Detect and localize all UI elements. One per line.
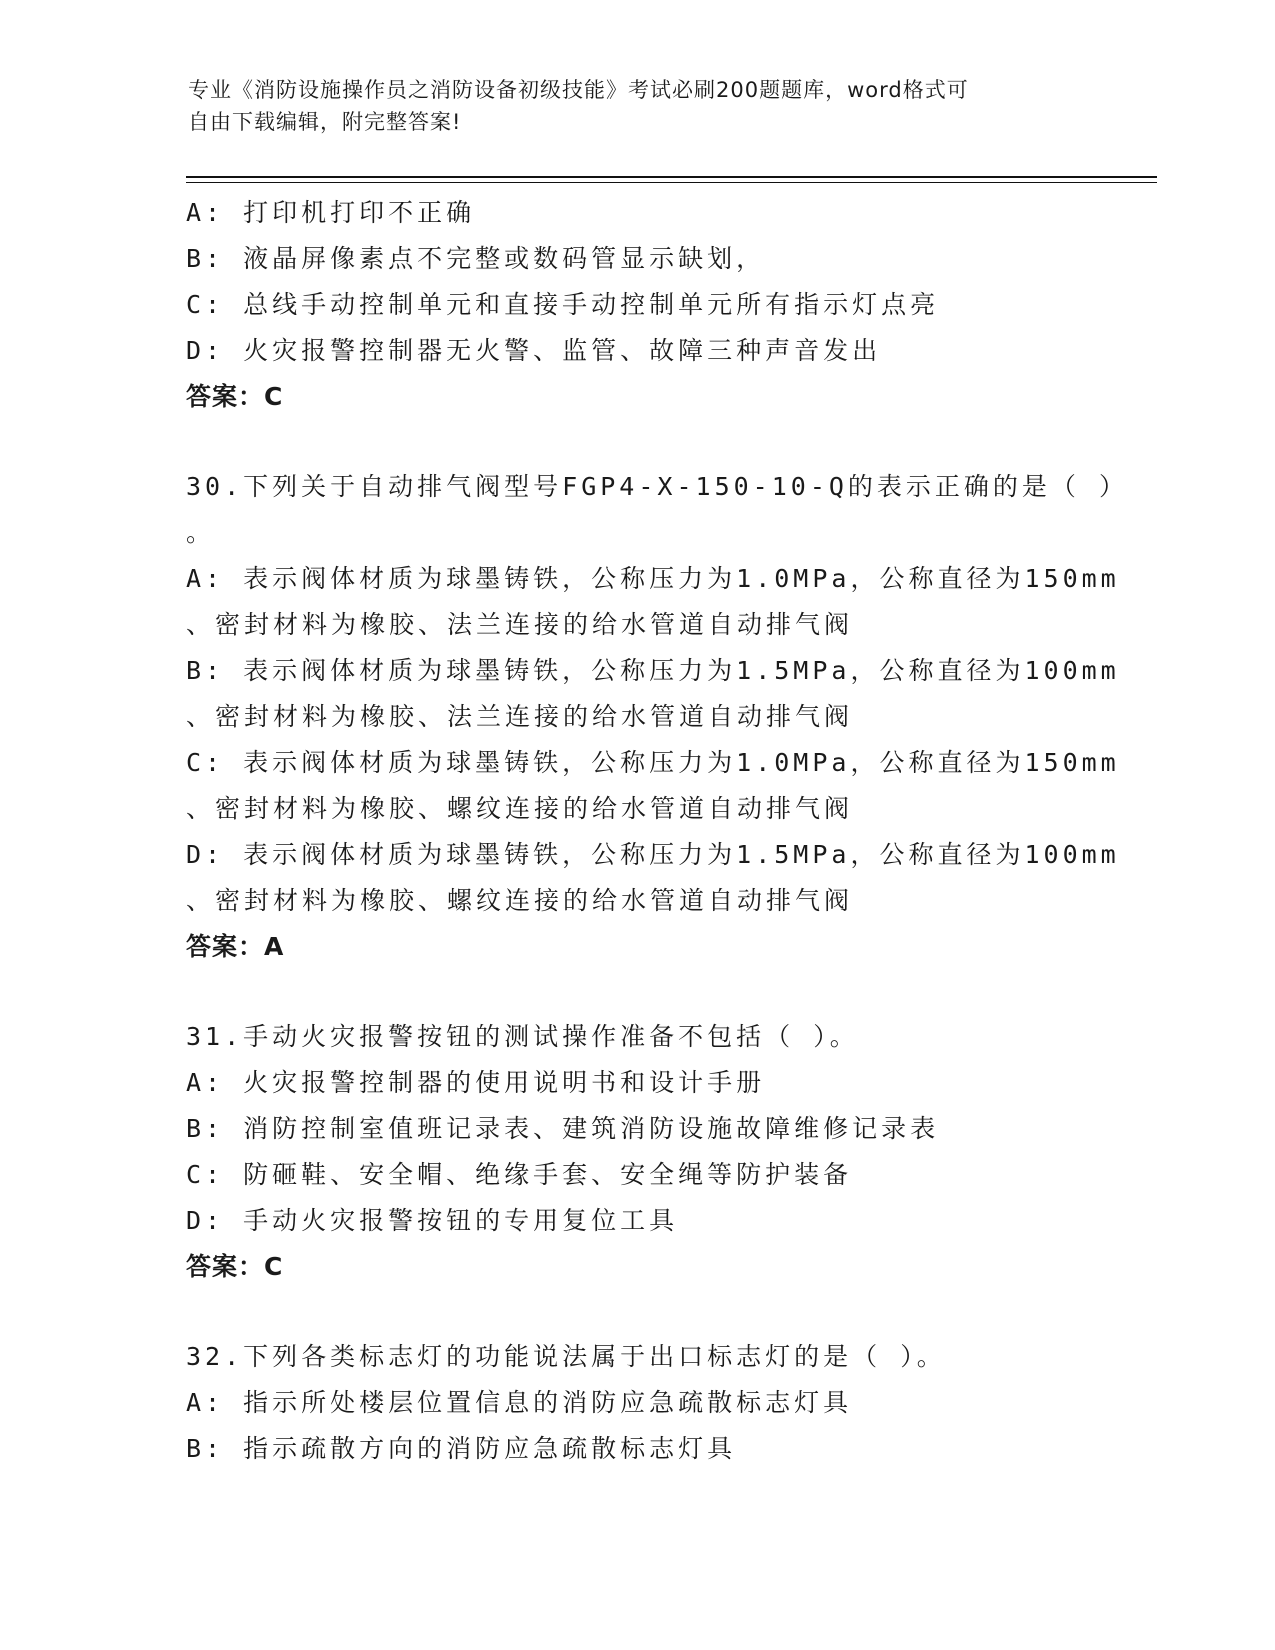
option-d: D: 表示阀体材质为球墨铸铁，公称压力为1.5MPa，公称直径为100mm: [186, 840, 1120, 869]
question-stem-continued: 。: [186, 518, 216, 547]
option-a: A: 指示所处楼层位置信息的消防应急疏散标志灯具: [186, 1388, 853, 1417]
header-divider-thin: [186, 182, 1157, 183]
option-b: B: 消防控制室值班记录表、建筑消防设施故障维修记录表: [186, 1114, 940, 1143]
option-c: C: 表示阀体材质为球墨铸铁，公称压力为1.0MPa，公称直径为150mm: [186, 748, 1120, 777]
question-stem: 32.下列各类标志灯的功能说法属于出口标志灯的是（ ）。: [186, 1342, 946, 1371]
question-32: [186, 1334, 1086, 1472]
option-a-continued: 、密封材料为橡胶、法兰连接的给水管道自动排气阀: [186, 610, 854, 639]
header-divider-thick: [186, 176, 1157, 178]
spacer: [186, 420, 1086, 464]
option-a: A: 火灾报警控制器的使用说明书和设计手册: [186, 1068, 766, 1097]
answer-line: 答案：A: [186, 932, 285, 961]
question-29: [186, 190, 1086, 420]
question-stem: 30.下列关于自动排气阀型号FGP4-X-150-10-Q的表示正确的是（ ）: [186, 472, 1128, 501]
header-line-2: 自由下载编辑，附完整答案!: [188, 110, 462, 134]
option-a: A: 打印机打印不正确: [186, 198, 476, 227]
question-30: [186, 464, 1128, 970]
document-header: [188, 74, 1088, 138]
option-c-continued: 、密封材料为橡胶、螺纹连接的给水管道自动排气阀: [186, 794, 854, 823]
option-c: C: 总线手动控制单元和直接手动控制单元所有指示灯点亮: [186, 290, 940, 319]
question-list: [186, 190, 1128, 1472]
spacer: [186, 1290, 1086, 1334]
option-a: A: 表示阀体材质为球墨铸铁，公称压力为1.0MPa，公称直径为150mm: [186, 564, 1120, 593]
header-line-1: 专业《消防设施操作员之消防设备初级技能》考试必刷200题题库，word格式可: [188, 78, 969, 102]
option-b: B: 表示阀体材质为球墨铸铁，公称压力为1.5MPa，公称直径为100mm: [186, 656, 1120, 685]
option-d: D: 手动火灾报警按钮的专用复位工具: [186, 1206, 679, 1235]
answer-line: 答案：C: [186, 1252, 284, 1281]
option-b-continued: 、密封材料为橡胶、法兰连接的给水管道自动排气阀: [186, 702, 854, 731]
question-31: [186, 1014, 1086, 1290]
option-c: C: 防砸鞋、安全帽、绝缘手套、安全绳等防护装备: [186, 1160, 853, 1189]
option-d-continued: 、密封材料为橡胶、螺纹连接的给水管道自动排气阀: [186, 886, 854, 915]
answer-line: 答案：C: [186, 382, 284, 411]
option-b: B: 液晶屏像素点不完整或数码管显示缺划，: [186, 244, 766, 273]
option-b: B: 指示疏散方向的消防应急疏散标志灯具: [186, 1434, 737, 1463]
question-stem: 31.手动火灾报警按钮的测试操作准备不包括（ ）。: [186, 1022, 859, 1051]
spacer: [186, 970, 1086, 1014]
option-d: D: 火灾报警控制器无火警、监管、故障三种声音发出: [186, 336, 882, 365]
